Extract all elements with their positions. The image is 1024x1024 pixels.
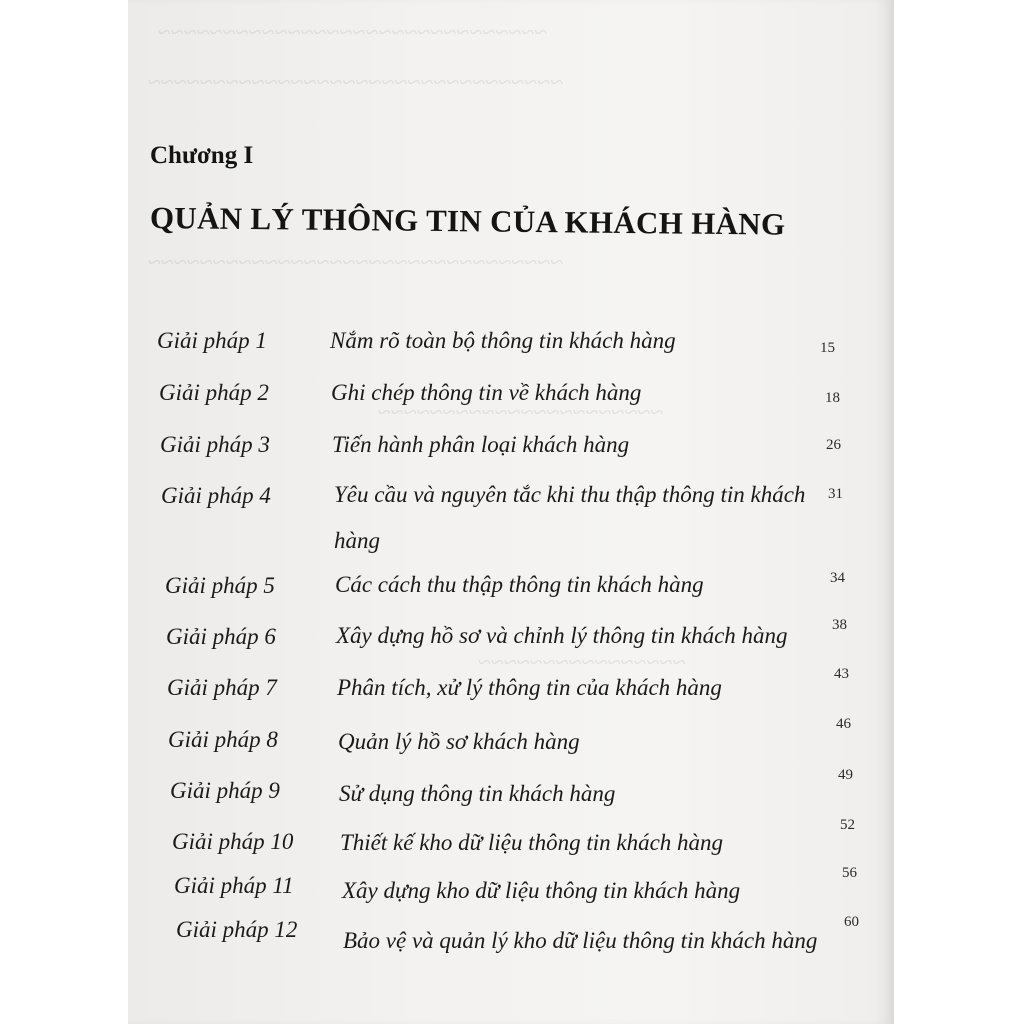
solution-label: Giải pháp 7	[167, 675, 277, 700]
chapter-label: Chương I	[150, 142, 254, 169]
entry-title: Xây dựng hồ sơ và chỉnh lý thông tin khách hàng	[336, 623, 788, 648]
entry-title: Tiến hành phân loại khách hàng	[332, 432, 630, 457]
page-number: 46	[836, 716, 851, 732]
page-number: 31	[828, 486, 843, 502]
solution-label: Giải pháp 11	[174, 873, 294, 898]
page-number: 15	[820, 340, 835, 356]
page-number: 52	[840, 817, 855, 833]
solution-label: Giải pháp 5	[165, 573, 275, 598]
entry-title: Nắm rõ toàn bộ thông tin khách hàng	[330, 328, 676, 353]
bleed-through-text: ~~~~~~~~~~~~~~~~~~~~~~~~~~~~~~~~	[148, 70, 564, 96]
entry-title: Bảo vệ và quản lý kho dữ liệu thông tin khách hàng	[343, 928, 818, 953]
solution-label: Giải pháp 8	[168, 727, 278, 752]
page-number: 43	[834, 666, 849, 682]
entry-title: Thiết kế kho dữ liệu thông tin khách hàng	[340, 830, 724, 855]
entry-title: Ghi chép thông tin về khách hàng	[331, 380, 642, 405]
entry-title: Yêu cầu và nguyên tắc khi thu thập thông tin khách hàng	[334, 482, 806, 553]
chapter-title: QUẢN LÝ THÔNG TIN CỦA KHÁCH HÀNG	[149, 200, 786, 242]
solution-label: Giải pháp 10	[172, 829, 294, 854]
bleed-through-text: ~~~~~~~~~~~~~~~~~~~~~~	[378, 400, 664, 426]
bleed-through-text: ~~~~~~~~~~~~~~~~	[478, 650, 686, 676]
entry-title: Xây dựng kho dữ liệu thông tin khách hàng	[342, 878, 741, 903]
page-number: 49	[838, 767, 853, 783]
page-number: 38	[832, 617, 847, 633]
bleed-through-text: ~~~~~~~~~~~~~~~~~~~~~~~~~~~~~~	[158, 20, 548, 46]
page-number: 18	[825, 390, 840, 406]
page-number: 26	[826, 437, 841, 453]
bleed-through-text: ~~~~~~~~~~~~~~~~~~~~~~~~~~~~~~~~	[148, 250, 564, 276]
entry-title: Phân tích, xử lý thông tin của khách hàng	[337, 675, 722, 700]
entry-title: Quản lý hồ sơ khách hàng	[338, 729, 580, 754]
solution-label: Giải pháp 4	[161, 483, 271, 508]
solution-label: Giải pháp 2	[159, 380, 269, 405]
page-number: 56	[842, 865, 857, 881]
solution-label: Giải pháp 12	[176, 917, 298, 942]
solution-label: Giải pháp 9	[170, 778, 280, 803]
solution-label: Giải pháp 3	[160, 432, 270, 457]
entry-title: Sử dụng thông tin khách hàng	[339, 781, 616, 806]
page-number: 34	[830, 570, 845, 586]
solution-label: Giải pháp 6	[166, 624, 276, 649]
entry-title: Các cách thu thập thông tin khách hàng	[335, 572, 704, 597]
page-number: 60	[844, 914, 859, 930]
solution-label: Giải pháp 1	[157, 328, 267, 353]
